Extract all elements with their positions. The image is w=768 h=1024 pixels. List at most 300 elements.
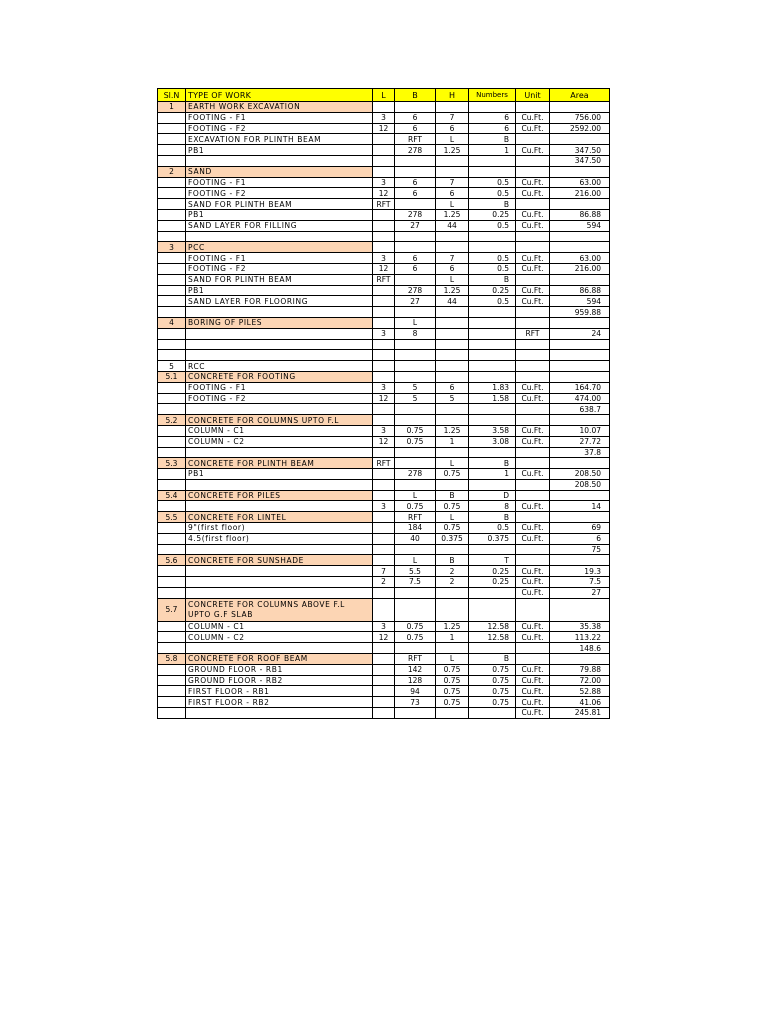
cell-unit [516,155,550,166]
table-row [158,555,610,566]
cell-area: 208.50 [550,479,610,490]
cell-area: 594 [550,296,610,307]
table-row [158,458,610,469]
cell-sl: 4 [158,317,186,328]
cell-sl [158,621,186,632]
cell-numbers [469,328,516,339]
cell-b [395,155,436,166]
table-row [158,328,610,339]
cell-numbers [469,361,516,372]
cell-b: 278 [395,469,436,480]
cell-sl [158,285,186,296]
cell-sl: 5.4 [158,490,186,501]
cell-b [395,447,436,458]
cell-l: 3 [373,253,395,264]
cell-numbers: 12.58 [469,632,516,643]
cell-l: 12 [373,263,395,274]
cell-area [550,512,610,523]
cell-h: 0.75 [436,469,469,480]
cell-numbers: 6 [469,123,516,134]
cell-numbers [469,544,516,555]
table-row [158,643,610,654]
table-row [158,675,610,686]
cell-area [550,350,610,361]
cell-b [395,371,436,382]
cell-numbers [469,166,516,177]
table-row [158,123,610,134]
cell-numbers: 6 [469,112,516,123]
cell-type-of-work: 9"(first floor) [186,523,373,534]
cell-numbers: 1 [469,145,516,156]
estimate-table [157,88,610,719]
cell-area [550,134,610,145]
cell-unit [516,274,550,285]
cell-sl [158,199,186,210]
cell-area: 164.70 [550,382,610,393]
cell-h: L [436,654,469,665]
table-row [158,274,610,285]
cell-b [395,544,436,555]
cell-sl [158,145,186,156]
cell-h [436,328,469,339]
cell-type-of-work [186,643,373,654]
cell-area [550,242,610,253]
cell-unit [516,307,550,318]
cell-l: 3 [373,382,395,393]
cell-numbers [469,587,516,598]
cell-unit [516,102,550,113]
cell-b [395,404,436,415]
cell-sl [158,307,186,318]
cell-unit: Cu.Ft. [516,436,550,447]
cell-l: 3 [373,328,395,339]
cell-l [373,697,395,708]
cell-area: 208.50 [550,469,610,480]
cell-l [373,285,395,296]
cell-unit: Cu.Ft. [516,577,550,588]
cell-numbers [469,317,516,328]
cell-b [395,307,436,318]
cell-area: 19.3 [550,566,610,577]
cell-b: 142 [395,664,436,675]
cell-area: 27.72 [550,436,610,447]
cell-numbers: 0.5 [469,177,516,188]
cell-l [373,307,395,318]
cell-area [550,274,610,285]
cell-b: 6 [395,177,436,188]
cell-numbers: B [469,199,516,210]
cell-b [395,587,436,598]
cell-unit: Cu.Ft. [516,209,550,220]
cell-type-of-work: FIRST FLOOR - RB2 [186,697,373,708]
cell-unit: Cu.Ft. [516,664,550,675]
cell-numbers: 1.58 [469,393,516,404]
cell-area: 2592.00 [550,123,610,134]
table-row [158,188,610,199]
cell-l [373,102,395,113]
cell-l [373,231,395,242]
table-row [158,621,610,632]
cell-b: RFT [395,654,436,665]
header-type-of-work: TYPE OF WORK [186,89,373,102]
cell-sl [158,350,186,361]
cell-b: 278 [395,285,436,296]
cell-area [550,199,610,210]
cell-numbers: 3.58 [469,425,516,436]
cell-unit [516,479,550,490]
cell-type-of-work: CONCRETE FOR FOOTING [186,371,373,382]
cell-area [550,555,610,566]
cell-h [436,317,469,328]
cell-sl [158,587,186,598]
cell-type-of-work: GROUND FLOOR - RB2 [186,675,373,686]
cell-sl [158,263,186,274]
cell-unit: Cu.Ft. [516,285,550,296]
cell-unit: Cu.Ft. [516,708,550,719]
cell-area: 113.22 [550,632,610,643]
cell-type-of-work: PB1 [186,145,373,156]
cell-area [550,490,610,501]
cell-type-of-work [186,350,373,361]
cell-unit: Cu.Ft. [516,112,550,123]
cell-b [395,242,436,253]
cell-h: L [436,512,469,523]
table-row [158,102,610,113]
cell-h: 0.375 [436,533,469,544]
cell-b: 7.5 [395,577,436,588]
cell-area [550,371,610,382]
cell-l [373,166,395,177]
cell-sl [158,274,186,285]
cell-type-of-work: EARTH WORK EXCAVATION [186,102,373,113]
cell-b: L [395,555,436,566]
table-row [158,632,610,643]
cell-l [373,686,395,697]
cell-unit: RFT [516,328,550,339]
cell-b [395,598,436,621]
cell-unit: Cu.Ft. [516,382,550,393]
cell-type-of-work: SAND FOR PLINTH BEAM [186,274,373,285]
cell-b: 27 [395,296,436,307]
cell-numbers: 12.58 [469,621,516,632]
cell-h: 6 [436,263,469,274]
cell-l [373,708,395,719]
cell-l [373,533,395,544]
cell-h: 1.25 [436,209,469,220]
cell-b [395,339,436,350]
cell-unit: Cu.Ft. [516,123,550,134]
table-row [158,469,610,480]
cell-type-of-work: FOOTING - F1 [186,253,373,264]
cell-numbers [469,231,516,242]
cell-b [395,350,436,361]
table-row [158,296,610,307]
cell-type-of-work: EXCAVATION FOR PLINTH BEAM [186,134,373,145]
cell-numbers: 0.25 [469,285,516,296]
cell-sl [158,393,186,404]
table-row [158,436,610,447]
table-row [158,664,610,675]
table-row [158,686,610,697]
cell-h: 44 [436,220,469,231]
cell-sl [158,123,186,134]
cell-b: 6 [395,263,436,274]
cell-numbers [469,598,516,621]
table-row [158,253,610,264]
cell-numbers: B [469,512,516,523]
cell-type-of-work: SAND LAYER FOR FILLING [186,220,373,231]
cell-unit [516,654,550,665]
cell-type-of-work: BORING OF PILES [186,317,373,328]
cell-l: 12 [373,632,395,643]
cell-type-of-work: FOOTING - F1 [186,177,373,188]
cell-b: 0.75 [395,632,436,643]
cell-l [373,664,395,675]
cell-area [550,458,610,469]
table-row [158,393,610,404]
cell-l [373,415,395,426]
cell-numbers: 1.83 [469,382,516,393]
cell-type-of-work [186,339,373,350]
cell-area: 24 [550,328,610,339]
cell-h [436,708,469,719]
cell-area: 245.81 [550,708,610,719]
cell-numbers: 0.5 [469,188,516,199]
cell-area [550,598,610,621]
table-row [158,566,610,577]
cell-l [373,447,395,458]
cell-b: 6 [395,188,436,199]
cell-h [436,643,469,654]
cell-type-of-work: FOOTING - F1 [186,382,373,393]
cell-l [373,643,395,654]
cell-numbers: D [469,490,516,501]
table-row [158,708,610,719]
cell-sl [158,155,186,166]
header-b: B [395,89,436,102]
cell-h: 6 [436,382,469,393]
table-row [158,134,610,145]
cell-l [373,220,395,231]
cell-b: 8 [395,328,436,339]
cell-l: 12 [373,436,395,447]
cell-h: 6 [436,123,469,134]
cell-unit [516,404,550,415]
cell-area: 75 [550,544,610,555]
cell-h: 5 [436,393,469,404]
cell-type-of-work [186,587,373,598]
cell-type-of-work [186,544,373,555]
cell-b: 184 [395,523,436,534]
cell-type-of-work [186,447,373,458]
cell-type-of-work [186,404,373,415]
cell-type-of-work: COLUMN - C1 [186,425,373,436]
cell-area: 52.88 [550,686,610,697]
cell-area: 14 [550,501,610,512]
table-row [158,544,610,555]
cell-l [373,675,395,686]
cell-b [395,231,436,242]
cell-unit: Cu.Ft. [516,263,550,274]
cell-area: 474.00 [550,393,610,404]
cell-numbers: 0.5 [469,296,516,307]
table-row [158,490,610,501]
cell-unit [516,490,550,501]
cell-unit [516,350,550,361]
cell-h [436,339,469,350]
cell-unit: Cu.Ft. [516,220,550,231]
cell-numbers: B [469,134,516,145]
cell-sl [158,664,186,675]
cell-numbers: 0.75 [469,675,516,686]
cell-b: RFT [395,134,436,145]
cell-sl [158,209,186,220]
cell-b: L [395,317,436,328]
cell-l: 12 [373,123,395,134]
cell-sl [158,577,186,588]
cell-type-of-work: FOOTING - F2 [186,263,373,274]
header-unit: Unit [516,89,550,102]
cell-h [436,242,469,253]
cell-unit: Cu.Ft. [516,296,550,307]
cell-area: 7.5 [550,577,610,588]
cell-l [373,361,395,372]
cell-type-of-work: COLUMN - C2 [186,632,373,643]
cell-numbers [469,350,516,361]
cell-type-of-work: FOOTING - F2 [186,188,373,199]
cell-h: 0.75 [436,686,469,697]
cell-area: 347.50 [550,145,610,156]
cell-unit [516,134,550,145]
cell-unit [516,544,550,555]
cell-b: RFT [395,512,436,523]
cell-type-of-work: PB1 [186,209,373,220]
cell-area [550,231,610,242]
cell-sl [158,188,186,199]
cell-sl [158,296,186,307]
cell-numbers [469,242,516,253]
cell-numbers: 1 [469,469,516,480]
table-row [158,371,610,382]
cell-numbers: 0.25 [469,209,516,220]
cell-h: 7 [436,253,469,264]
table-row [158,242,610,253]
cell-area [550,166,610,177]
cell-type-of-work [186,566,373,577]
cell-b: 278 [395,145,436,156]
cell-sl [158,643,186,654]
table-row [158,361,610,372]
cell-area: 756.00 [550,112,610,123]
cell-l: 3 [373,177,395,188]
cell-numbers: 0.75 [469,686,516,697]
cell-area: 216.00 [550,188,610,199]
cell-unit [516,339,550,350]
table-row [158,697,610,708]
cell-type-of-work: COLUMN - C2 [186,436,373,447]
cell-unit [516,598,550,621]
header-l: L [373,89,395,102]
cell-area [550,361,610,372]
cell-area [550,654,610,665]
cell-sl: 5.3 [158,458,186,469]
cell-h: L [436,199,469,210]
cell-l [373,587,395,598]
cell-h: B [436,490,469,501]
cell-h: 0.75 [436,697,469,708]
cell-l [373,512,395,523]
cell-l [373,296,395,307]
cell-l [373,544,395,555]
table-row [158,285,610,296]
cell-type-of-work: SAND [186,166,373,177]
table-row [158,112,610,123]
table-row [158,350,610,361]
cell-h [436,479,469,490]
table-row [158,577,610,588]
cell-h [436,231,469,242]
cell-h [436,544,469,555]
table-row [158,523,610,534]
cell-numbers: 0.375 [469,533,516,544]
cell-sl [158,253,186,264]
table-row [158,447,610,458]
cell-area: 148.6 [550,643,610,654]
cell-h [436,404,469,415]
cell-area: 6 [550,533,610,544]
cell-numbers [469,643,516,654]
cell-numbers [469,415,516,426]
cell-sl [158,523,186,534]
cell-unit: Cu.Ft. [516,145,550,156]
cell-unit: Cu.Ft. [516,177,550,188]
cell-area: 86.88 [550,209,610,220]
cell-area: 638.7 [550,404,610,415]
cell-sl [158,566,186,577]
cell-type-of-work: PCC [186,242,373,253]
cell-type-of-work: 4.5(first floor) [186,533,373,544]
cell-l: 2 [373,577,395,588]
header-area: Area [550,89,610,102]
cell-type-of-work [186,231,373,242]
cell-l [373,479,395,490]
cell-l: 3 [373,112,395,123]
cell-unit [516,317,550,328]
cell-sl: 5.8 [158,654,186,665]
cell-numbers: 0.5 [469,220,516,231]
cell-b: 73 [395,697,436,708]
cell-area: 216.00 [550,263,610,274]
table-row [158,231,610,242]
cell-h: 1.25 [436,621,469,632]
cell-type-of-work: CONCRETE FOR PILES [186,490,373,501]
cell-unit [516,512,550,523]
cell-b [395,708,436,719]
cell-l [373,145,395,156]
cell-h [436,102,469,113]
cell-h: 1.25 [436,145,469,156]
cell-h: 1.25 [436,425,469,436]
cell-area: 37.8 [550,447,610,458]
cell-b [395,479,436,490]
cell-type-of-work [186,479,373,490]
cell-area [550,317,610,328]
cell-area: 27 [550,587,610,598]
cell-l [373,371,395,382]
cell-l [373,209,395,220]
cell-l [373,404,395,415]
cell-unit: Cu.Ft. [516,501,550,512]
